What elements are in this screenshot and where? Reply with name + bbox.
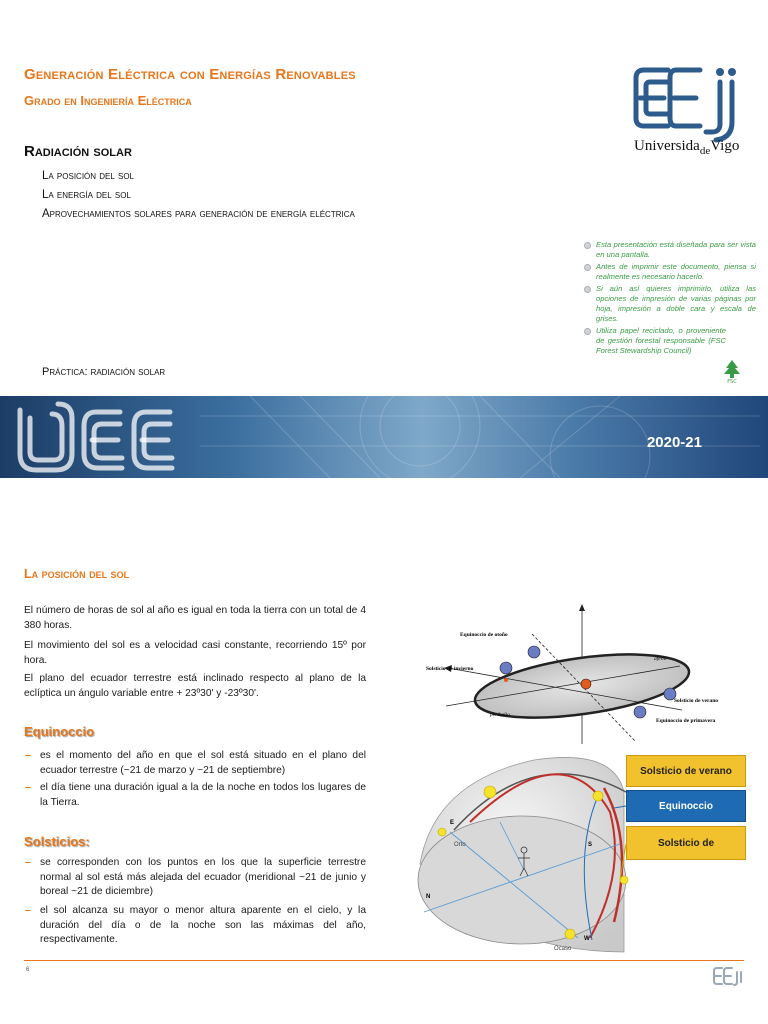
dash-icon: –: [25, 905, 31, 916]
eco-note: [584, 326, 756, 356]
paragraph-sun-hours: El número de horas de sol al año es igual en toda la tierra con un total de 4 380 horas.: [24, 605, 366, 631]
label-spring-equinox: Equinoccio de primavera: [656, 718, 716, 724]
eco-note-text: Antes de imprimir este documento, piensa si realmente es necesario hacerlo.: [596, 262, 756, 281]
sun-icon: [581, 679, 591, 689]
ecliptic-orbit-diagram: [426, 604, 718, 746]
practice-label: Práctica: radiación solar: [42, 366, 166, 378]
label-west: W: [584, 936, 590, 942]
label-east: E: [450, 820, 455, 826]
solstice-bullet-text: se corresponden con los puntos en los que la superficie terrestre normal al sol está más alejada del ecuador (meridional ~21 de junio y boreal ~21 de diciembre): [40, 857, 366, 897]
footer-divider: [24, 960, 744, 961]
sun-icon: [593, 791, 603, 801]
toc-item-position: La posición del sol: [42, 170, 135, 182]
academic-year: 2020-21: [646, 434, 702, 451]
paragraph-ecliptic: El plano del ecuador terrestre está inclinado respecto al plano de la eclíptica un ángulo variable entre + 23º30' y -23º30'.: [24, 673, 366, 699]
horizon-plane: [418, 816, 626, 944]
label-winter-solstice: Solsticio de invierno: [426, 666, 474, 672]
sun-icon: [620, 876, 628, 884]
eco-note-text: Esta presentación está diseñada para ser vista en una pantalla.: [596, 240, 756, 259]
earth-icon: [528, 646, 540, 658]
label-perihelion: perihelio: [490, 712, 510, 718]
eco-note-text: Utiliza papel reciclado, o proveniente de gestión forestal responsable (FSC Forest Stewardship Council): [596, 326, 726, 355]
equinox-bullet-text: es el momento del año en que el sol está situado en el plano del ecuador terrestre (~21 de marzo y ~21 de septiembre): [40, 750, 366, 776]
degree-title: Grado en Ingeniería Eléctrica: [24, 93, 192, 108]
solstice-bullet: [25, 904, 366, 948]
section-title: Radiación solar: [24, 143, 132, 160]
equinox-bullet: [25, 749, 366, 778]
bullet-icon: [584, 328, 591, 335]
banner: [0, 396, 768, 478]
earth-icon: [634, 706, 646, 718]
bullet-icon: [584, 242, 591, 249]
label-autumn-equinox: Equinoccio de otoño: [460, 632, 508, 638]
equinox-bullet: [25, 781, 366, 810]
paragraph-sun-speed: El movimiento del sol es a velocidad casi constante, recorriendo 15º por hora.: [24, 640, 366, 666]
equinox-bullet-text: el día tiene una duración igual a la de la noche en todos los lugares de la Tierra.: [40, 782, 366, 808]
label-sunset: Ocaso: [554, 946, 572, 952]
eco-note: [584, 262, 756, 282]
perihelion-marker-icon: [504, 678, 508, 682]
axis-arrow-icon: [579, 604, 585, 611]
toc-item-applications: Aprovechamientos solares para generación de energía eléctrica: [42, 208, 355, 220]
callout-summer-solstice: Solsticio de verano: [626, 755, 746, 787]
bullet-icon: [584, 286, 591, 293]
university-name: [634, 138, 739, 155]
label-summer-solstice: Solsticio de verano: [674, 698, 718, 704]
university-name-part1: Universida: [634, 138, 700, 154]
sun-icon: [438, 828, 446, 836]
sun-icon: [484, 786, 496, 798]
fsc-label: FSC: [727, 379, 737, 385]
slide-heading: La posición del sol: [24, 567, 130, 581]
eco-note: [584, 284, 756, 324]
eco-notes-list: [584, 240, 756, 358]
university-name-de: de: [699, 145, 711, 157]
course-title: Generación Eléctrica con Energías Renovables: [24, 66, 356, 83]
toc-item-energy: La energía del sol: [42, 189, 131, 201]
fsc-tree-icon: [720, 358, 744, 384]
label-aphelion: afelio: [654, 656, 667, 662]
footer-logo-icon: [712, 965, 744, 987]
label-south: S: [588, 842, 593, 848]
label-sunrise: Orto: [454, 842, 466, 848]
earth-icon: [500, 662, 512, 674]
dash-icon: –: [25, 782, 31, 793]
callout-winter-solstice: Solsticio de: [626, 826, 746, 860]
eco-note: [584, 240, 756, 260]
dash-icon: –: [25, 750, 31, 761]
eco-note-text: Si aún así quieres imprimirlo, utiliza las opciones de impresión de varias páginas por hoja, impresión a doble cara y escala de grises.: [596, 284, 756, 323]
sun-icon: [565, 929, 575, 939]
dash-icon: –: [25, 857, 31, 868]
solstice-bullet-text: el sol alcanza su mayor o menor altura aparente en el cielo, y la duración del día o de la noche son las máximas del año, respectivamente.: [40, 905, 366, 945]
label-north: N: [426, 894, 431, 900]
callout-equinox: Equinoccio: [626, 790, 746, 822]
page-number: 6: [26, 967, 30, 973]
bullet-icon: [584, 264, 591, 271]
solstice-bullet: [25, 856, 366, 900]
equinox-heading: Equinoccio: [24, 724, 95, 739]
university-name-part2: Vigo: [710, 138, 740, 154]
solstice-heading: Solsticios:: [24, 834, 90, 849]
